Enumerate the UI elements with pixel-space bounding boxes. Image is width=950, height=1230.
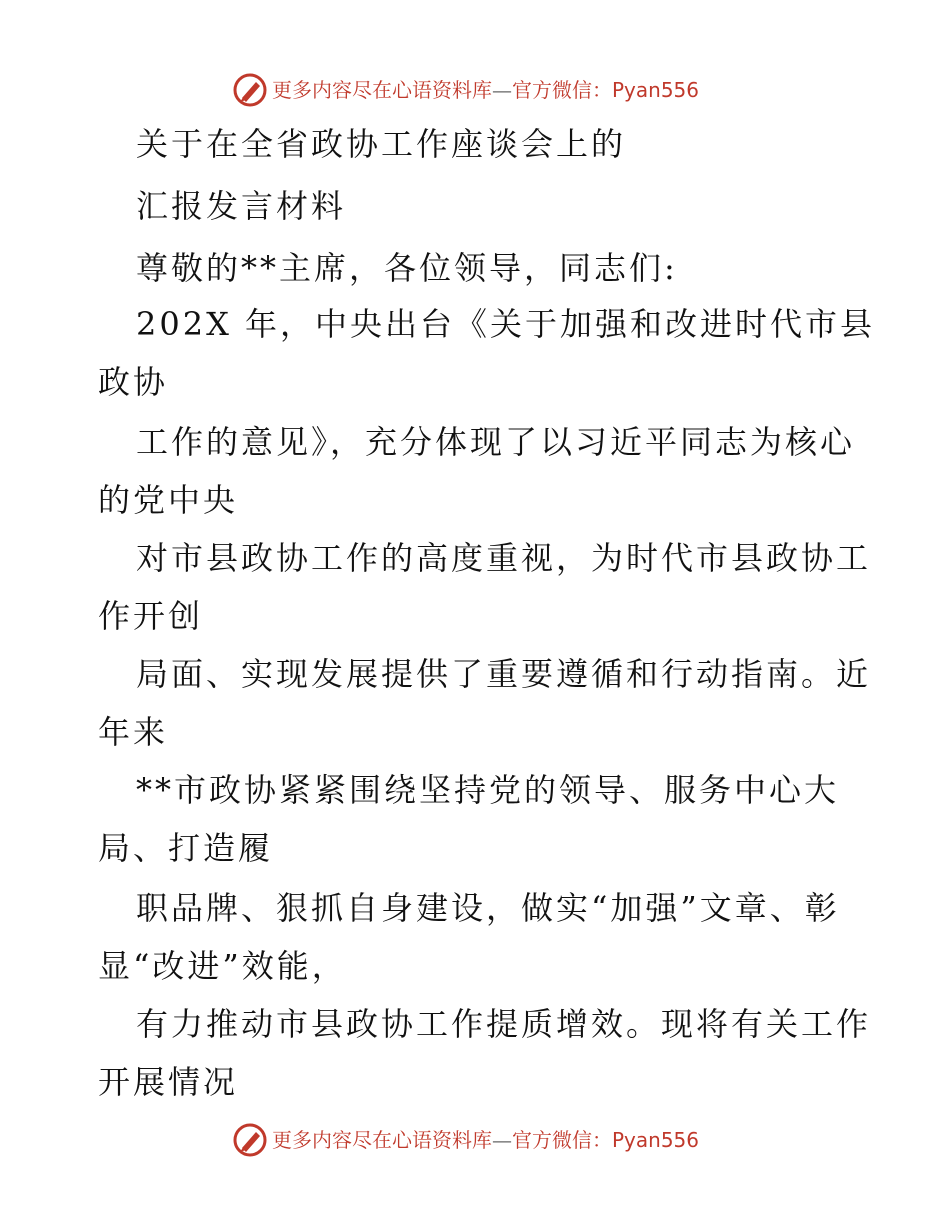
paragraph-line: 工作的意见》，充分体现了以习近平同志为核心 — [136, 423, 856, 461]
watermark-brand: 更多内容尽在心语资料库 — [272, 78, 492, 102]
paragraph-line: 年来 — [98, 713, 169, 751]
header-watermark — [0, 70, 950, 110]
paragraph-line: 局、打造履 — [98, 829, 274, 867]
title-line-2: 汇报发言材料 — [136, 187, 347, 225]
paragraph-line: 职品牌、狠抓自身建设，做实“加强”文章、彰 — [136, 889, 840, 927]
watermark-separator: — — [492, 78, 512, 102]
paragraph-line: 政协 — [98, 363, 169, 401]
paragraph-line: 局面、实现发展提供了重要遵循和行动指南。近 — [136, 655, 872, 693]
paragraph-line: 的党中央 — [98, 481, 239, 519]
paragraph-line: 202X 年，中央出台《关于加强和改进时代市县 — [136, 305, 876, 343]
footer-watermark — [0, 1120, 950, 1160]
watermark-wechat-id: Pyan556 — [612, 1128, 700, 1152]
watermark-official-label: 官方微信： — [512, 78, 612, 102]
watermark-text — [272, 1126, 699, 1154]
salutation: 尊敬的**主席，各位领导，同志们: — [136, 249, 678, 287]
paragraph-line: 有力推动市县政协工作提质增效。现将有关工作 — [136, 1005, 872, 1043]
pen-logo-icon — [232, 72, 268, 108]
paragraph-line: 作开创 — [98, 597, 204, 635]
watermark-official-label: 官方微信： — [512, 1128, 612, 1152]
paragraph-line: **市政协紧紧围绕坚持党的领导、服务中心大 — [136, 771, 840, 809]
pen-logo-icon — [232, 1122, 268, 1158]
watermark-brand: 更多内容尽在心语资料库 — [272, 1128, 492, 1152]
paragraph-line: 对市县政协工作的高度重视，为时代市县政协工 — [136, 539, 872, 577]
watermark-text — [272, 76, 699, 104]
watermark-wechat-id: Pyan556 — [612, 78, 700, 102]
title-line-1: 关于在全省政协工作座谈会上的 — [136, 125, 627, 163]
paragraph-line: 显“改进”效能， — [98, 947, 347, 985]
watermark-separator: — — [492, 1128, 512, 1152]
paragraph-line: 开展情况 — [98, 1063, 239, 1101]
